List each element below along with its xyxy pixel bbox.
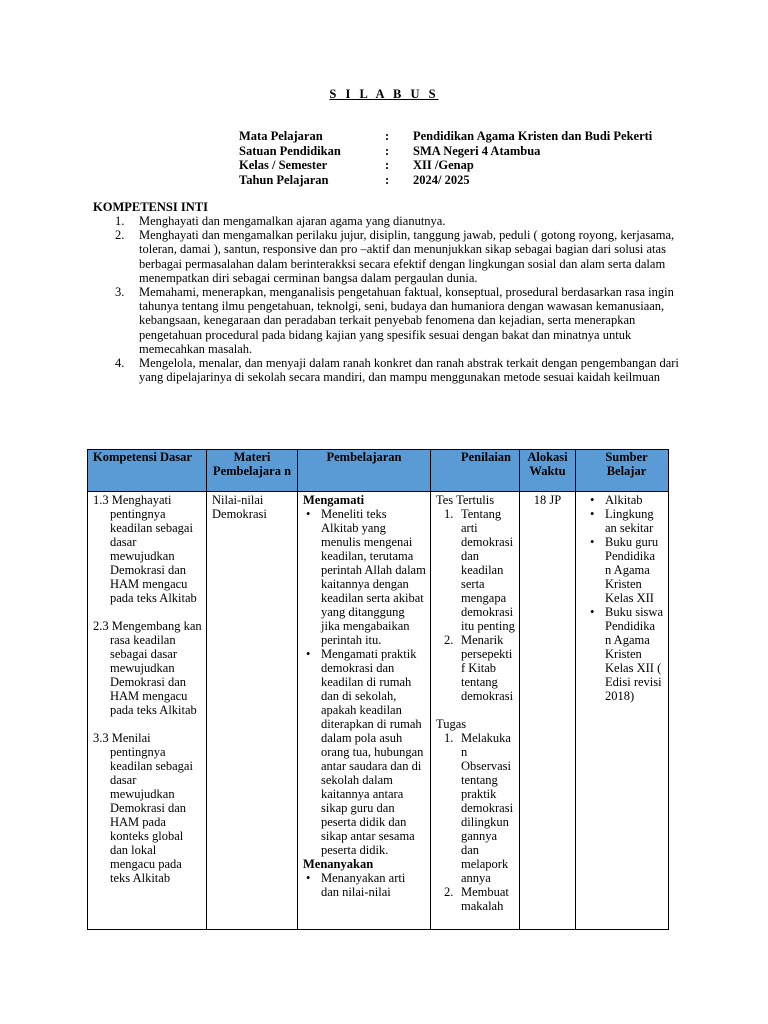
meta-label: Mata Pelajaran	[239, 129, 323, 143]
meta-colon: :	[385, 143, 390, 158]
header-pembelajaran: Pembelajaran	[298, 450, 431, 492]
list-item	[115, 285, 679, 356]
kd-cell	[88, 492, 207, 930]
list-item: • Buku siswa Pendidika n Agama Kristen Kelas XII ( Edisi revisi 2018)	[605, 605, 664, 703]
item-text: Menarik persepekti f Kitab tentang demokrasi	[461, 633, 514, 703]
kd-item: 1.3 Menghayati pentingnya keadilan sebagai dasar mewujudkan Demokrasi dan HAM mengacu pada teks Alkitab	[93, 493, 197, 605]
meta-colon: :	[385, 158, 390, 172]
meta-value: SMA Negeri 4 Atambua	[413, 143, 541, 158]
item-number: 1.	[115, 214, 125, 228]
item-text: Membuat makalah	[461, 885, 509, 913]
sumber-cell	[576, 492, 669, 930]
meta-label: Tahun Pelajaran	[239, 172, 329, 187]
list-item	[115, 356, 679, 385]
tes-tertulis-list	[436, 507, 515, 703]
table-header-row	[88, 450, 669, 492]
table-row	[88, 492, 669, 930]
kompetensi-inti-list	[115, 214, 679, 385]
list-item	[444, 633, 515, 703]
item-text: Memahami, menerapkan, menganalisis pengetahuan faktual, konseptual, prosedural berdasarkan rasa ingin tahunya tentang ilmu pengetahuan, teknolgi, seni, budaya dan humaniora dengan wawasan kemanusiaan, kebangsaan, kenegaraan dan peradaban terkait penyebab fenomena dan kejadian, serta menerapkan pengetahuan procedural pada bidang kajian yang spesifik sesuai dengan bakat dan minatnya untuk memecahkan masalah.	[139, 285, 674, 356]
meta-value: XII /Genap	[413, 158, 474, 172]
tes-tertulis-heading: Tes Tertulis	[436, 493, 495, 507]
meta-row	[239, 129, 652, 144]
item-number: 1.	[444, 731, 454, 745]
item-number: 2.	[444, 633, 454, 647]
penilaian-cell	[431, 492, 520, 930]
tugas-heading: Tugas	[436, 717, 467, 731]
syllabus-table	[87, 449, 669, 930]
materi-cell: Nilai-nilai Demokrasi	[207, 492, 298, 930]
meta-label: Kelas / Semester	[239, 158, 328, 172]
list-item: • Lingkung an sekitar	[605, 507, 664, 535]
list-item: • Alkitab	[605, 493, 664, 507]
menanyakan-heading: Menanyakan	[303, 857, 374, 871]
list-item: • Buku guru Pendidika n Agama Kristen Kelas XII	[605, 535, 664, 605]
header-sumber-belajar: Sumber Belajar	[576, 450, 669, 492]
list-item	[444, 731, 515, 885]
subject-info	[239, 129, 652, 187]
header-penilaian: Penilaian	[431, 450, 520, 492]
meta-colon: :	[385, 129, 390, 143]
meta-row	[239, 173, 652, 188]
header-alokasi-waktu: Alokasi Waktu	[520, 450, 576, 492]
item-number: 1.	[444, 507, 454, 521]
document-title: S I L A B U S	[329, 87, 439, 101]
list-item: • Mengamati praktik demokrasi dan keadilan di rumah dan di sekolah, apakah keadilan diterapkan di rumah dalam pola asuh orang tua, hubungan antar saudara dan di sekolah dalam kaitannya antara sikap guru dan peserta didik dan sikap antar sesama peserta didik.	[321, 647, 426, 857]
header-materi: Materi Pembelajara n	[207, 450, 298, 492]
item-text: Tentang arti demokrasi dan keadilan serta mengapa demokrasi itu penting	[461, 507, 515, 633]
list-item	[115, 214, 679, 228]
item-number: 2.	[115, 228, 125, 243]
sumber-list	[581, 493, 664, 703]
pembelajaran-cell	[298, 492, 431, 930]
kd-item: 2.3 Mengembang kan rasa keadilan sebagai dasar mewujudkan Demokrasi dan HAM mengacu pada teks Alkitab	[93, 619, 202, 717]
header-kompetensi-dasar: Kompetensi Dasar	[88, 450, 207, 492]
item-number: 3.	[115, 285, 125, 300]
list-item	[444, 507, 515, 633]
list-item	[115, 228, 679, 285]
list-item: • Meneliti teks Alkitab yang menulis mengenai keadilan, terutama perintah Allah dalam kaitannya dengan keadilan serta akibat yang ditanggung jika mengabaikan perintah itu.	[321, 507, 426, 647]
meta-row	[239, 144, 652, 159]
meta-value: 2024/ 2025	[413, 172, 470, 187]
meta-row	[239, 158, 652, 173]
mengamati-heading: Mengamati	[303, 493, 365, 507]
item-text: Melakuka n Observasi tentang praktik demokrasi dilingkun gannya dan melapork annya	[461, 731, 514, 885]
item-number: 2.	[444, 885, 454, 899]
item-text: Menghayati dan mengamalkan ajaran agama yang dianutnya.	[139, 214, 446, 228]
alokasi-cell: 18 JP	[520, 492, 576, 930]
kompetensi-inti-heading: KOMPETENSI INTI	[93, 200, 208, 214]
item-text: Menghayati dan mengamalkan perilaku jujur, disiplin, tanggung jawab, peduli ( gotong royong, kerjasama, toleran, damai ), santun, responsive dan pro –aktif dan menunjukkan sikap sebagai bagian dari solusi atas berbagai permasalahan dalam berinterakksi secara efektif dengan lingkungan sosial dan alam serta dalam menempatkan diri sebagai cerminan bangsa dalam pergaulan dunia.	[139, 228, 675, 285]
list-item: • Menanyakan arti dan nilai-nilai	[321, 871, 426, 899]
menanyakan-list	[303, 871, 426, 899]
meta-value: Pendidikan Agama Kristen dan Budi Pekerti	[413, 129, 653, 143]
meta-label: Satuan Pendidikan	[239, 143, 341, 158]
tugas-list	[436, 731, 515, 913]
item-number: 4.	[115, 356, 125, 371]
mengamati-list	[303, 507, 426, 857]
meta-colon: :	[385, 172, 390, 187]
list-item	[444, 885, 515, 913]
item-text: Mengelola, menalar, dan menyaji dalam ranah konkret dan ranah abstrak terkait dengan pengembangan dari yang dipelajarinya di sekolah secara mandiri, dan mampu menggunakan metode sesuai kaidah keilmuan	[139, 356, 679, 385]
kd-item: 3.3 Menilai pentingnya keadilan sebagai dasar mewujudkan Demokrasi dan HAM pada konteks global dan lokal mengacu pada teks Alkitab	[93, 731, 193, 885]
